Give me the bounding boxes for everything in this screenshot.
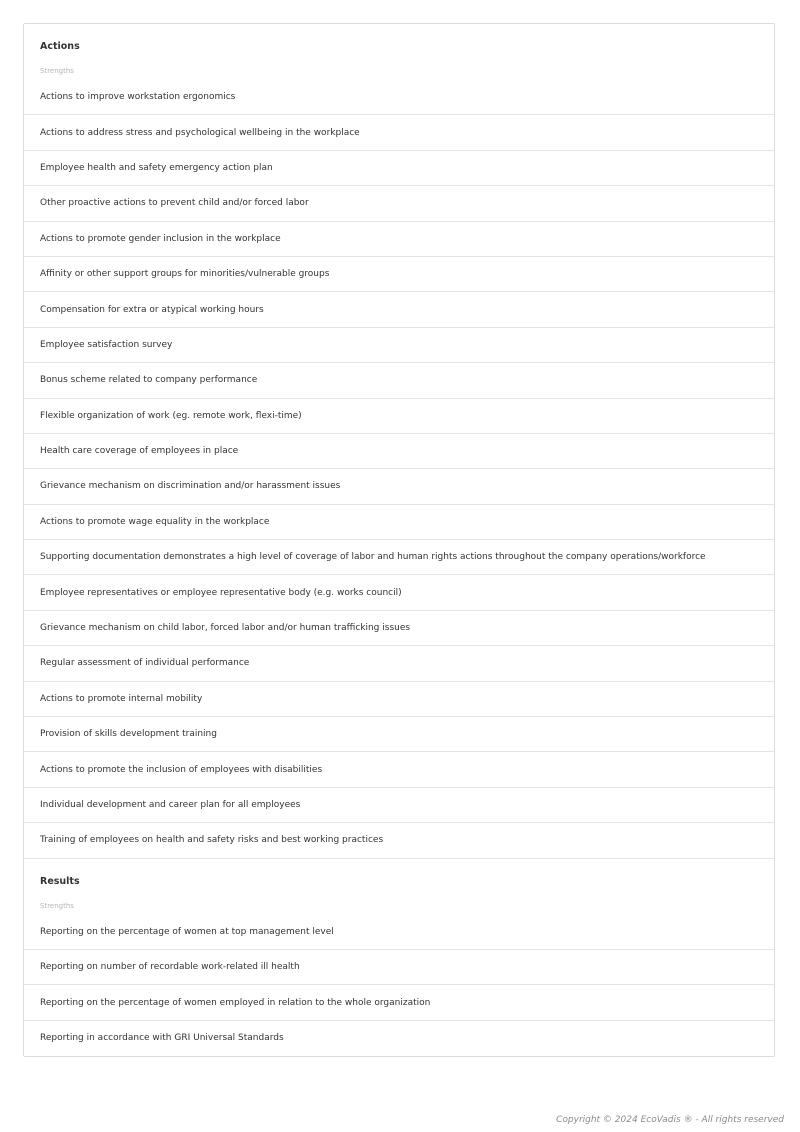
list-item: Employee health and safety emergency action plan (24, 151, 774, 186)
actions-strengths-label: Strengths (40, 67, 74, 75)
list-item: Compensation for extra or atypical working hours (24, 292, 774, 327)
list-item: Individual development and career plan for all employees (24, 788, 774, 823)
list-item: Employee representatives or employee representative body (e.g. works council) (24, 575, 774, 610)
list-item: Flexible organization of work (eg. remote work, flexi-time) (24, 399, 774, 434)
list-item: Regular assessment of individual performance (24, 646, 774, 681)
list-item: Grievance mechanism on child labor, forced labor and/or human trafficking issues (24, 611, 774, 646)
list-item: Actions to promote gender inclusion in the workplace (24, 222, 774, 257)
list-item: Supporting documentation demonstrates a high level of coverage of labor and human rights actions throughout the company operations/workforce (24, 540, 774, 575)
list-item: Reporting on the percentage of women employed in relation to the whole organization (24, 985, 774, 1020)
actions-section-header (24, 24, 774, 77)
list-item: Reporting on the percentage of women at top management level (24, 915, 774, 950)
list-item: Bonus scheme related to company performance (24, 363, 774, 398)
results-section-title: Results (40, 875, 80, 887)
actions-list (24, 80, 774, 859)
list-item: Employee satisfaction survey (24, 328, 774, 363)
list-item: Actions to promote internal mobility (24, 682, 774, 717)
list-item: Reporting in accordance with GRI Universal Standards (40, 1033, 284, 1044)
actions-section-title: Actions (40, 41, 80, 52)
list-item: Other proactive actions to prevent child and/or forced labor (24, 186, 774, 221)
list-item: Health care coverage of employees in place (24, 434, 774, 469)
list-item: Grievance mechanism on discrimination and/or harassment issues (24, 469, 774, 504)
list-item: Affinity or other support groups for minorities/vulnerable groups (24, 257, 774, 292)
list-item: Actions to promote the inclusion of employees with disabilities (24, 752, 774, 787)
list-item: Actions to address stress and psychological wellbeing in the workplace (24, 115, 774, 150)
list-item: Actions to improve workstation ergonomics (24, 80, 774, 115)
copyright-footer: Copyright © 2024 EcoVadis ® - All rights reserved (556, 1115, 784, 1125)
results-list (24, 915, 774, 1057)
results-section-header (24, 859, 774, 912)
results-strengths-label: Strengths (40, 901, 74, 910)
list-item: Provision of skills development training (24, 717, 774, 752)
strengths-card (23, 23, 775, 1057)
list-item: Actions to promote wage equality in the workplace (24, 505, 774, 540)
list-item: Training of employees on health and safety risks and best working practices (24, 823, 774, 858)
list-item: Reporting on number of recordable work-related ill health (24, 950, 774, 985)
